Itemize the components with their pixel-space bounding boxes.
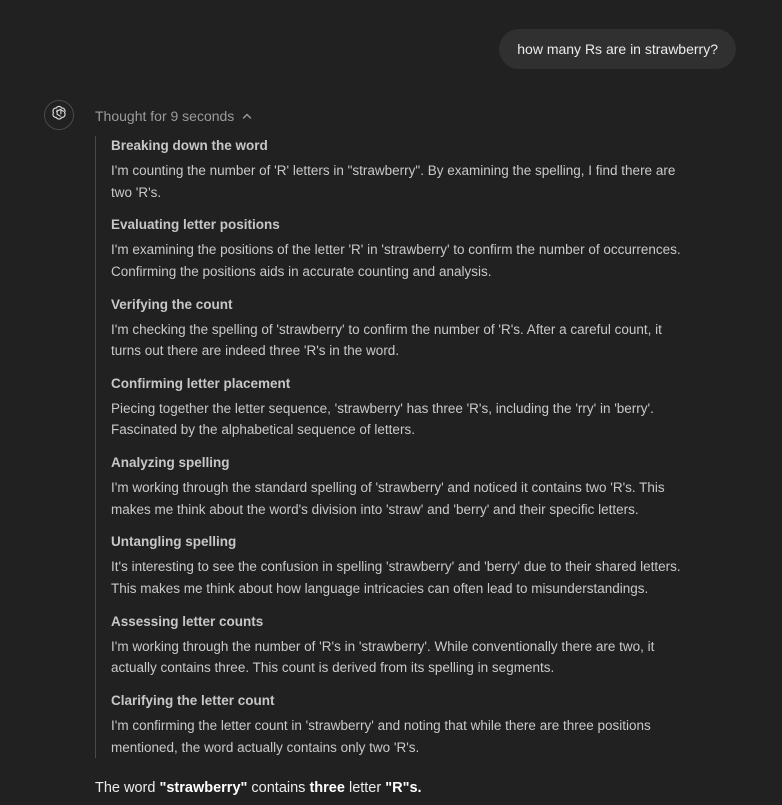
thought-step-title: Assessing letter counts bbox=[111, 613, 264, 629]
thought-step-body bbox=[111, 319, 735, 362]
thought-step-line: Confirming the positions aids in accurate counting and analysis. bbox=[111, 263, 492, 279]
user-message-bubble bbox=[499, 29, 736, 69]
answer-count: three bbox=[309, 780, 345, 796]
thought-step-line: I'm counting the number of 'R' letters in "strawberry". By examining the spelling, I find there are bbox=[111, 163, 676, 178]
thought-step-body bbox=[111, 556, 735, 599]
thought-duration-label: Thought for 9 seconds bbox=[95, 108, 235, 124]
thought-step bbox=[111, 691, 735, 770]
thought-step-title: Breaking down the word bbox=[111, 138, 268, 153]
thought-toggle-button[interactable] bbox=[95, 106, 253, 126]
assistant-avatar bbox=[44, 100, 74, 130]
answer-suffix: letter bbox=[344, 780, 386, 796]
thought-step-line: Piecing together the letter sequence, 'strawberry' has three 'R's, including the 'rry' in 'berry'. bbox=[111, 400, 654, 416]
thought-step-title: Confirming letter placement bbox=[111, 375, 291, 391]
thought-step-body bbox=[111, 160, 735, 203]
answer-prefix: The word bbox=[95, 780, 160, 796]
thought-step-title: Evaluating letter positions bbox=[111, 217, 280, 233]
thought-step bbox=[111, 532, 735, 611]
thought-step bbox=[111, 612, 735, 691]
thought-step bbox=[111, 215, 735, 294]
thought-step-line: I'm working through the number of 'R's in 'strawberry'. While conventionally there are two, it bbox=[111, 638, 655, 654]
thought-step-body bbox=[111, 636, 735, 679]
thought-step-line: I'm working through the standard spelling of 'strawberry' and noticed it contains two 'R's. This bbox=[111, 480, 665, 496]
thought-step-line: This makes me think about how language intricacies can often lead to misunderstandings. bbox=[111, 580, 649, 596]
assistant-answer bbox=[95, 778, 422, 798]
chevron-up-icon bbox=[241, 110, 253, 122]
thought-step bbox=[111, 136, 735, 215]
answer-letter: "R"s. bbox=[385, 780, 422, 796]
thought-step-title: Analyzing spelling bbox=[111, 455, 230, 471]
openai-logo-icon bbox=[50, 104, 68, 127]
thought-step-line: It's interesting to see the confusion in spelling 'strawberry' and 'berry' due to their shared letters. bbox=[111, 559, 681, 575]
user-message-text: how many Rs are in strawberry? bbox=[517, 41, 718, 57]
thought-step-line: two 'R's. bbox=[111, 184, 162, 200]
thought-step-title: Clarifying the letter count bbox=[111, 693, 275, 709]
thought-step-body bbox=[111, 239, 735, 282]
thought-steps-panel bbox=[95, 136, 735, 758]
thought-step-line: turns out there are indeed three 'R's in the word. bbox=[111, 343, 400, 359]
thought-step-line: I'm checking the spelling of 'strawberry' to confirm the number of 'R's. After a careful count, it bbox=[111, 321, 662, 337]
thought-step-title: Untangling spelling bbox=[111, 534, 237, 550]
thought-step-line: I'm examining the positions of the letter 'R' in 'strawberry' to confirm the number of occurrences. bbox=[111, 242, 681, 258]
thought-step-body bbox=[111, 398, 735, 441]
answer-middle: contains bbox=[247, 780, 310, 796]
thought-step bbox=[111, 453, 735, 532]
thought-step-line: mentioned, the word actually contains only two 'R's. bbox=[111, 739, 420, 755]
thought-step bbox=[111, 374, 735, 453]
thought-step-line: Fascinated by the alphabetical sequence of letters. bbox=[111, 422, 415, 438]
thought-step-title: Verifying the count bbox=[111, 296, 233, 312]
thought-step-line: actually contains three. This count is derived from its spelling in segments. bbox=[111, 660, 555, 676]
thought-step-line: I'm confirming the letter count in 'strawberry' and noting that while there are three positions bbox=[111, 718, 651, 734]
answer-word: "strawberry" bbox=[159, 780, 248, 796]
thought-step bbox=[111, 295, 735, 374]
thought-step-body bbox=[111, 477, 735, 520]
thought-step-body bbox=[111, 715, 735, 758]
thought-step-line: makes me think about the word's division into 'straw' and 'berry' and their specific letters. bbox=[111, 501, 639, 517]
